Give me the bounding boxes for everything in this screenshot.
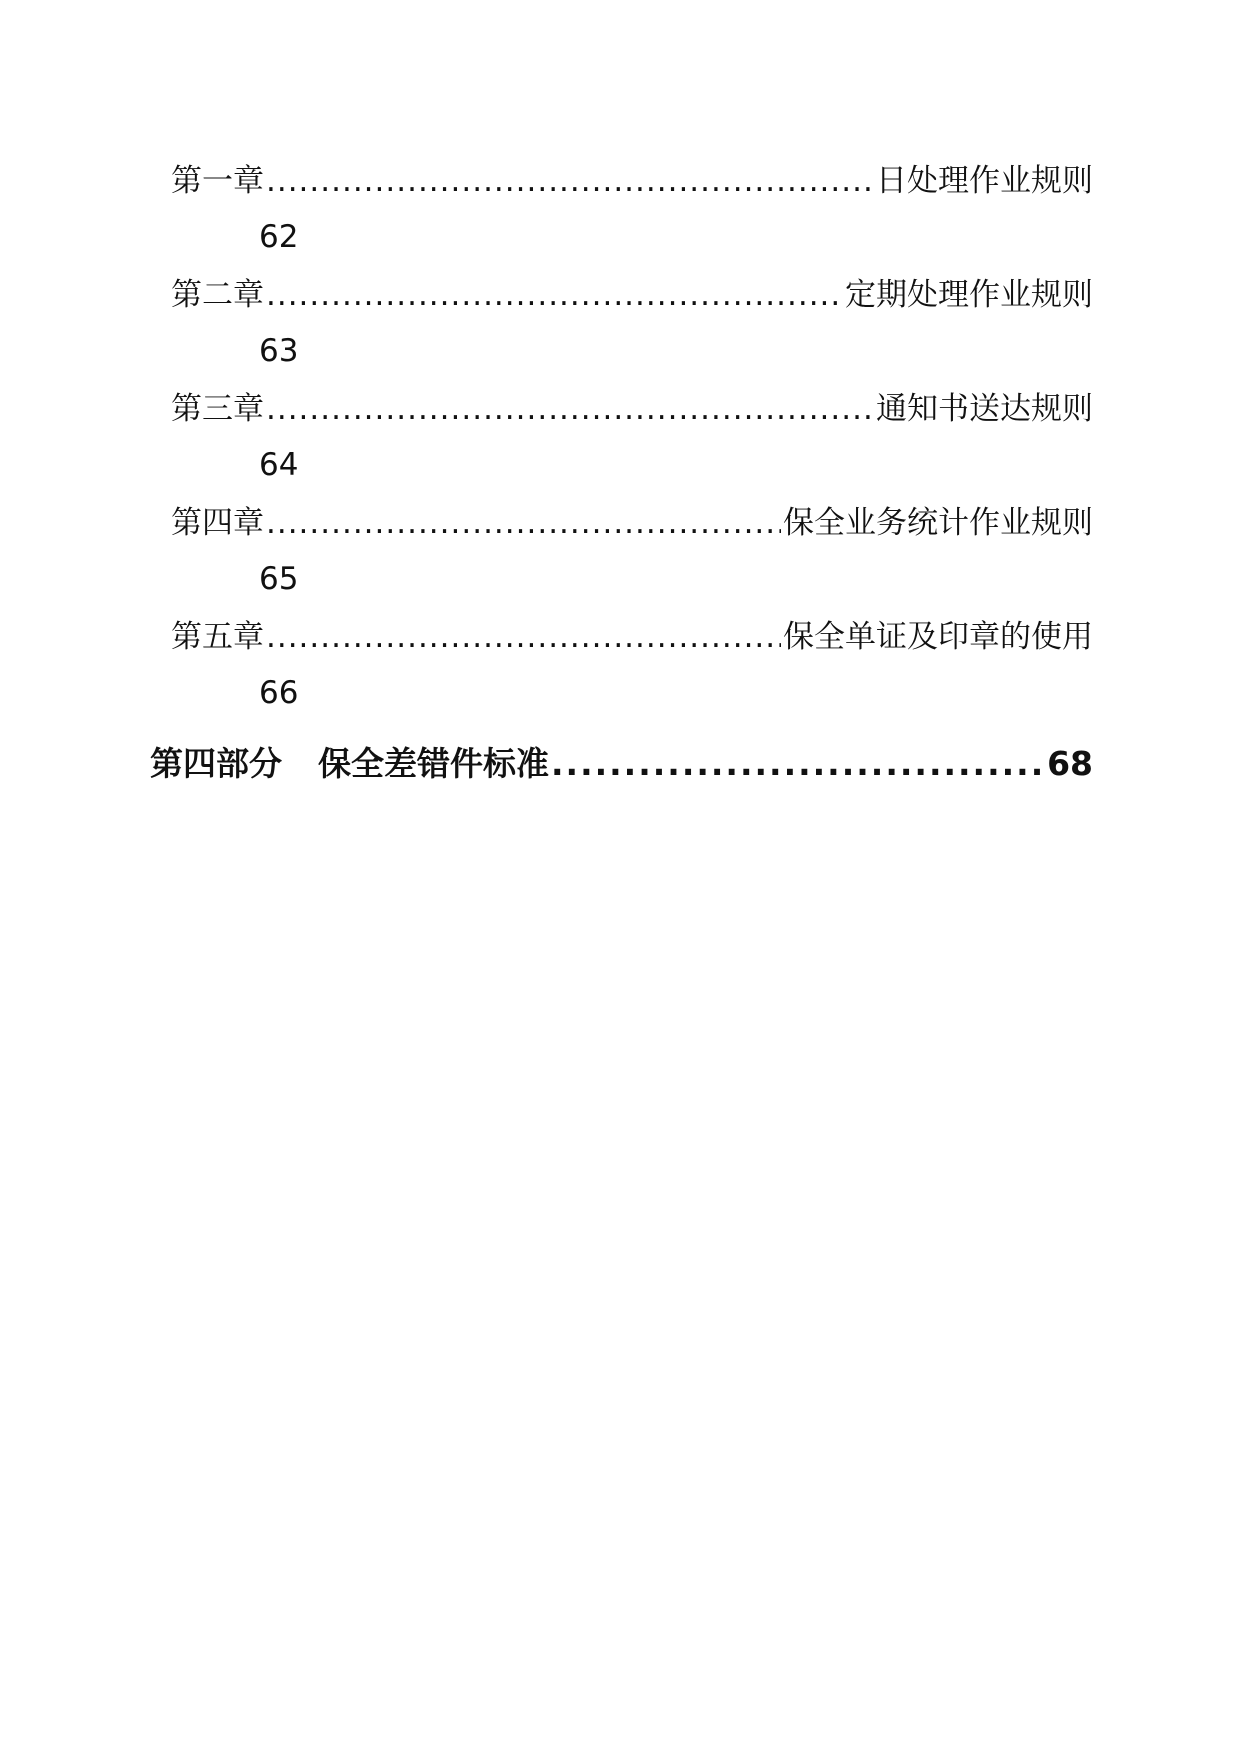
dot-leader	[266, 385, 874, 433]
chapter-label: 第四章	[171, 505, 264, 541]
chapter-title: 保全单证及印章的使用	[783, 619, 1093, 655]
chapter-page-number[interactable]: 62	[259, 219, 299, 255]
part-page-number: 68	[1047, 744, 1093, 783]
toc-entry-chapter-2[interactable]	[171, 271, 1093, 319]
toc-entry-chapter-5[interactable]	[171, 613, 1093, 661]
chapter-page-number[interactable]: 64	[259, 447, 299, 483]
toc-entry-part-4[interactable]	[150, 739, 1093, 789]
chapter-title: 日处理作业规则	[876, 163, 1093, 199]
dot-leader	[266, 613, 781, 661]
chapter-title: 保全业务统计作业规则	[783, 505, 1093, 541]
chapter-page-number[interactable]: 66	[259, 675, 299, 711]
chapter-label: 第三章	[171, 391, 264, 427]
chapter-label: 第五章	[171, 619, 264, 655]
chapter-label: 第二章	[171, 277, 264, 313]
part-label: 第四部分	[150, 744, 282, 783]
chapter-title: 定期处理作业规则	[845, 277, 1093, 313]
dot-leader	[266, 499, 781, 547]
dot-leader	[266, 157, 874, 205]
chapter-page-number[interactable]: 65	[259, 561, 299, 597]
part-title: 保全差错件标准	[318, 744, 549, 783]
dot-leader	[551, 739, 1045, 789]
chapter-title: 通知书送达规则	[876, 391, 1093, 427]
chapter-label: 第一章	[171, 163, 264, 199]
dot-leader	[266, 271, 843, 319]
toc-entry-chapter-4[interactable]	[171, 499, 1093, 547]
toc-entry-chapter-3[interactable]	[171, 385, 1093, 433]
toc-entry-chapter-1[interactable]	[171, 157, 1093, 205]
chapter-page-number[interactable]: 63	[259, 333, 299, 369]
